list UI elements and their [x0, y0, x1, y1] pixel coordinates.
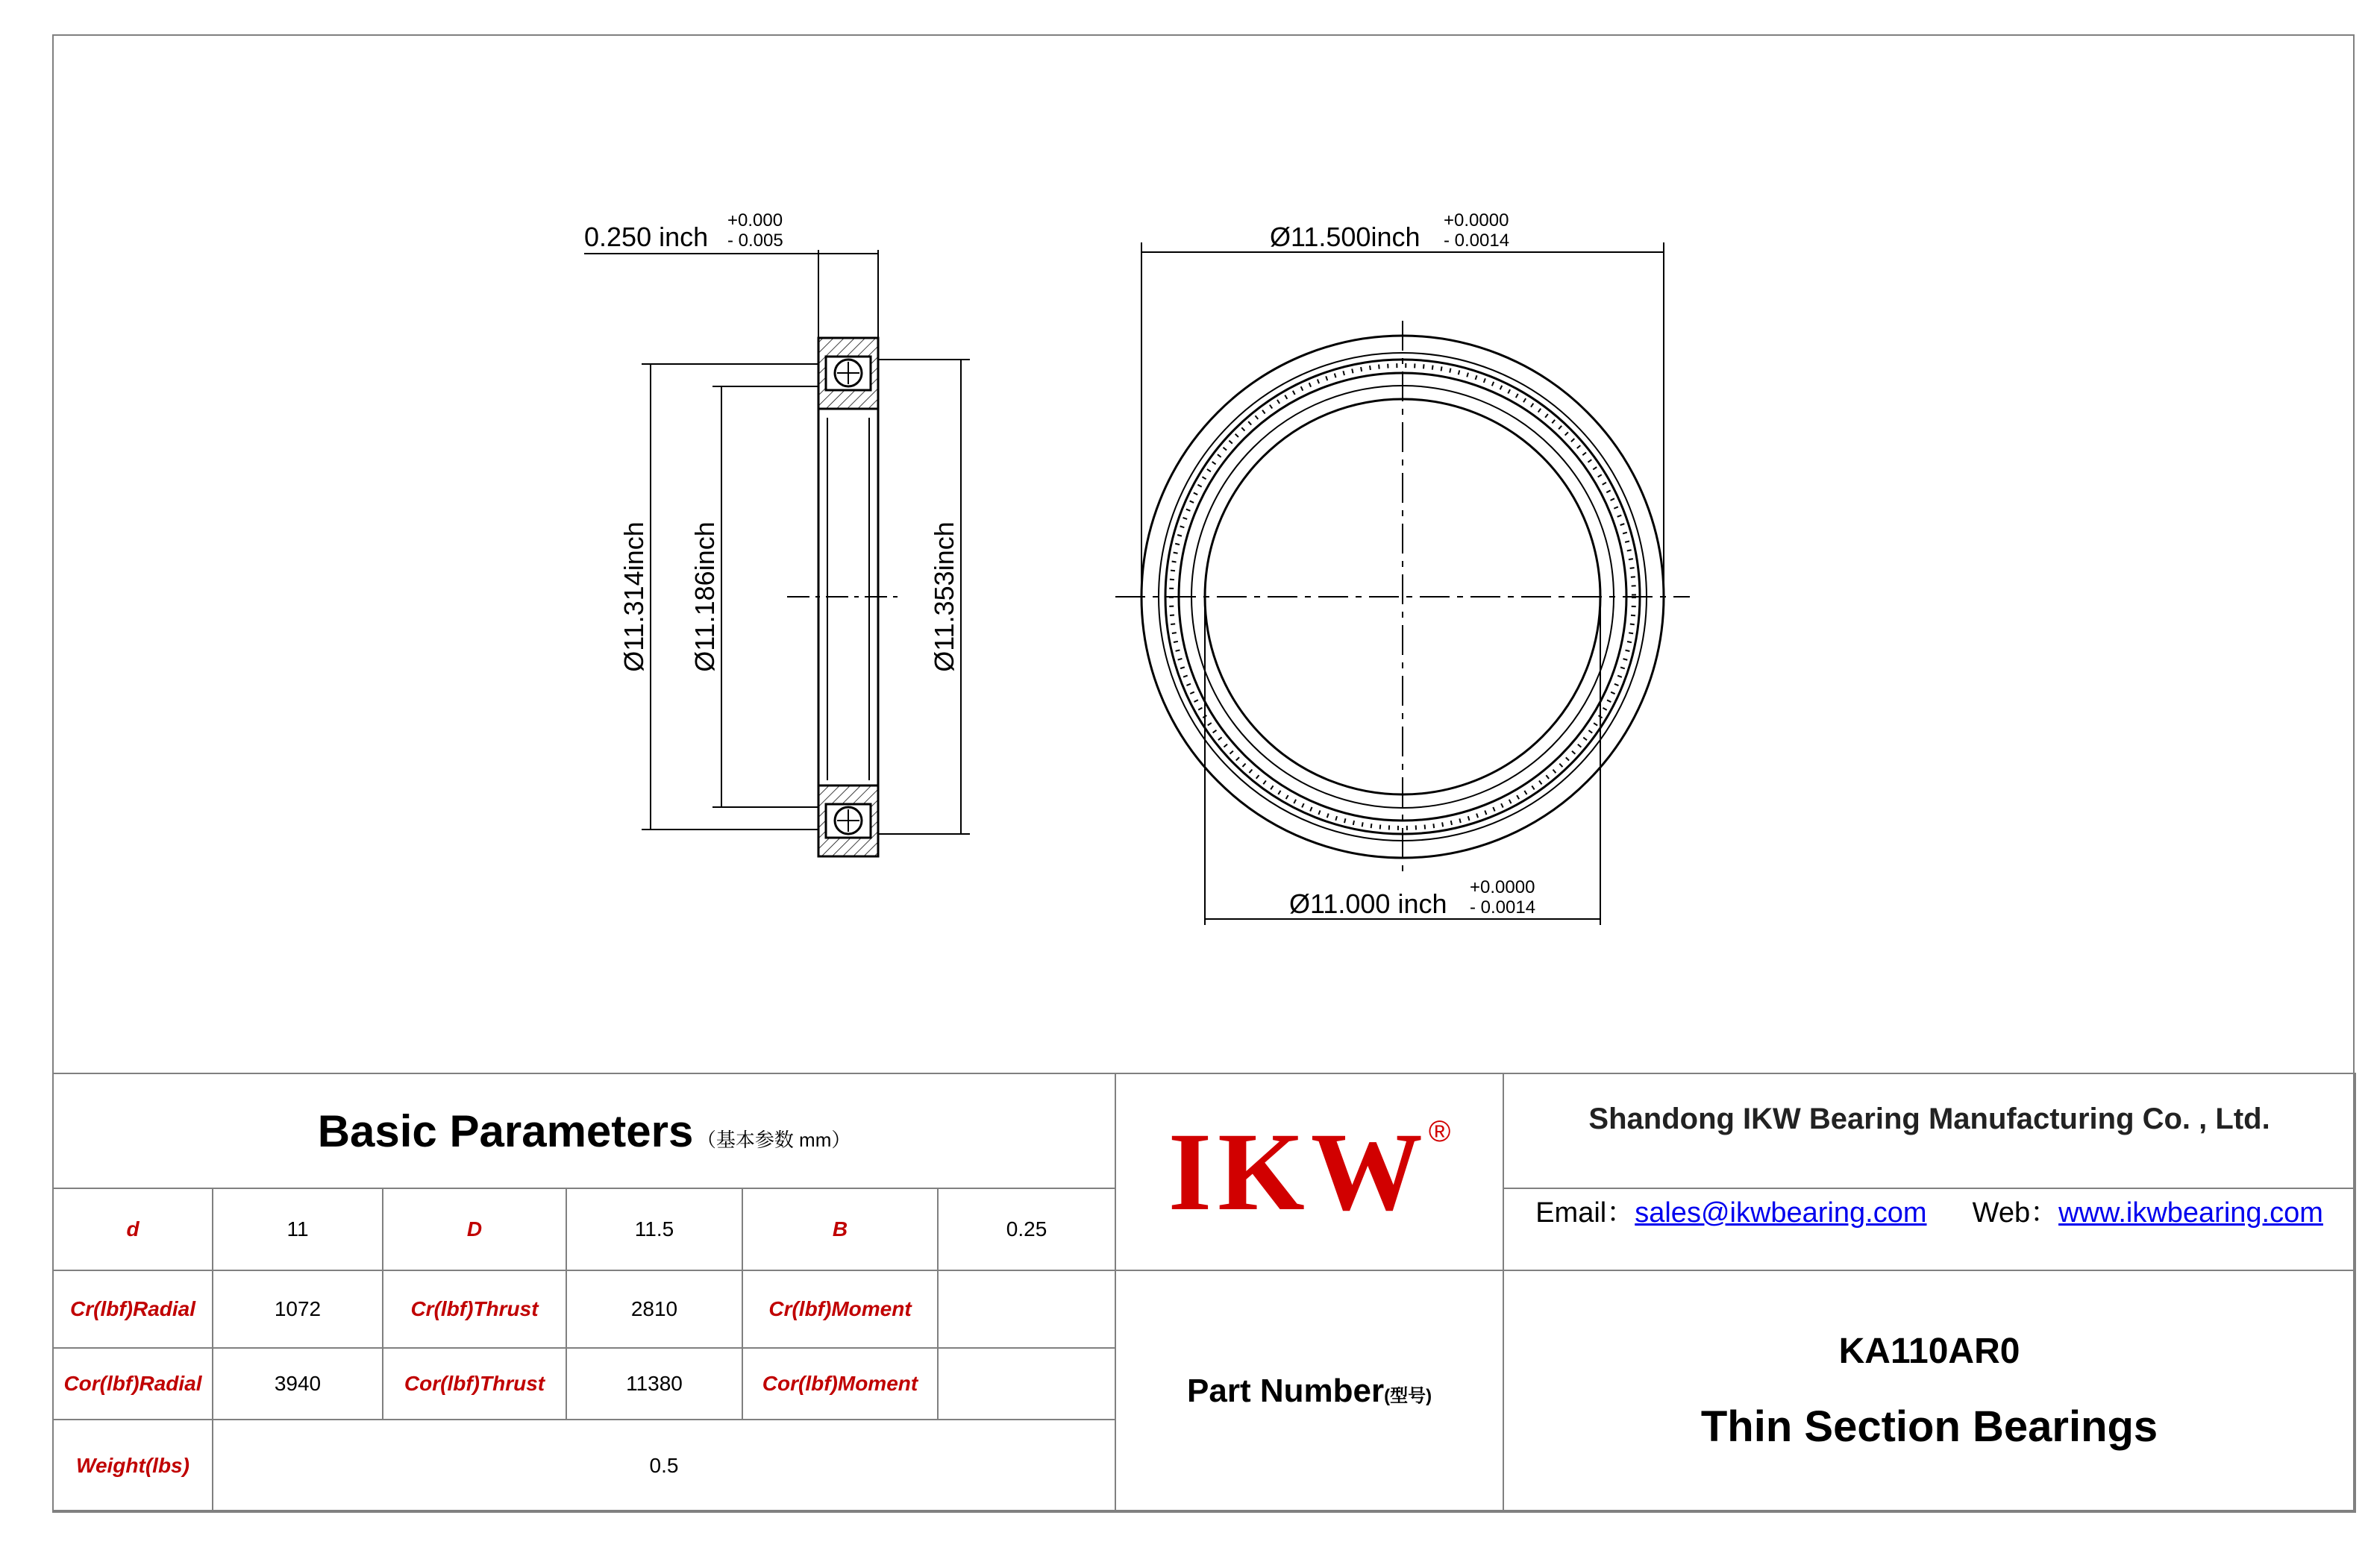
- width-tol-minus: - 0.005: [727, 231, 783, 251]
- outer-tol-minus: - 0.0014: [1444, 231, 1510, 251]
- label-cor-moment: Cor(lbf)Moment: [762, 1372, 918, 1395]
- value-cr-thrust: 2810: [630, 1297, 678, 1320]
- side-view: [787, 338, 903, 856]
- width-label: 0.250 inch: [584, 222, 709, 252]
- outer-diameter-label: Ø11.500inch: [1270, 222, 1421, 252]
- width-tol-plus: +0.000: [727, 210, 783, 231]
- part-number-label: Part Number: [1187, 1373, 1385, 1409]
- product-type: Thin Section Bearings: [1700, 1402, 2158, 1451]
- label-cr-thrust: Cr(lbf)Thrust: [410, 1297, 539, 1320]
- value-cr-radial: 1072: [274, 1297, 322, 1320]
- part-number: KA110AR0: [1838, 1332, 2020, 1371]
- dim-c-label: Ø11.353inch: [929, 521, 959, 672]
- value-D: 11.5: [634, 1217, 674, 1241]
- label-d: d: [126, 1217, 140, 1241]
- label-weight: Weight(lbs): [76, 1454, 189, 1477]
- value-cor-radial: 3940: [274, 1372, 322, 1395]
- contact-cell: [1503, 1188, 2355, 1270]
- email-label: Email：: [1535, 1197, 1635, 1229]
- front-view: [1115, 321, 1690, 873]
- registered-mark: ®: [1428, 1115, 1451, 1148]
- params-title: Basic Parameters: [317, 1106, 694, 1156]
- outer-tol-plus: +0.0000: [1444, 210, 1509, 231]
- web-link[interactable]: www.ikwbearing.com: [2058, 1197, 2323, 1229]
- params-subtitle: （基本参数 mm）: [696, 1128, 851, 1151]
- label-cor-radial: Cor(lbf)Radial: [63, 1372, 202, 1395]
- label-cr-moment: Cr(lbf)Moment: [768, 1297, 912, 1320]
- label-B: B: [832, 1217, 848, 1241]
- company-cell: [1503, 1073, 2355, 1188]
- dim-a-label: Ø11.314inch: [618, 521, 649, 672]
- params-header: [53, 1073, 1115, 1188]
- dim-b-label: Ø11.186inch: [689, 521, 720, 672]
- part-number-label-cn: (型号): [1384, 1386, 1432, 1406]
- bore-diameter-label: Ø11.000 inch: [1289, 888, 1447, 919]
- ikw-logo: IKW: [1168, 1110, 1429, 1234]
- email-link[interactable]: sales@ikwbearing.com: [1635, 1197, 1927, 1229]
- value-d: 11: [286, 1217, 309, 1241]
- value-weight: 0.5: [649, 1454, 679, 1477]
- label-D: D: [466, 1217, 483, 1241]
- label-cor-thrust: Cor(lbf)Thrust: [404, 1372, 545, 1395]
- value-B: 0.25: [1006, 1217, 1047, 1241]
- logo-cell: [1115, 1073, 1503, 1270]
- part-number-label-cell: [1115, 1270, 1503, 1512]
- bore-tol-minus: - 0.0014: [1470, 897, 1536, 918]
- value-cor-thrust: 11380: [626, 1372, 683, 1395]
- company-name: Shandong IKW Bearing Manufacturing Co. , Ltd.: [1588, 1103, 2270, 1135]
- label-cr-radial: Cr(lbf)Radial: [70, 1297, 195, 1320]
- web-label: Web：: [1972, 1197, 2059, 1229]
- title-block: [52, 1073, 2356, 1513]
- bore-tol-plus: +0.0000: [1470, 877, 1535, 897]
- part-info-cell: [1503, 1270, 2355, 1512]
